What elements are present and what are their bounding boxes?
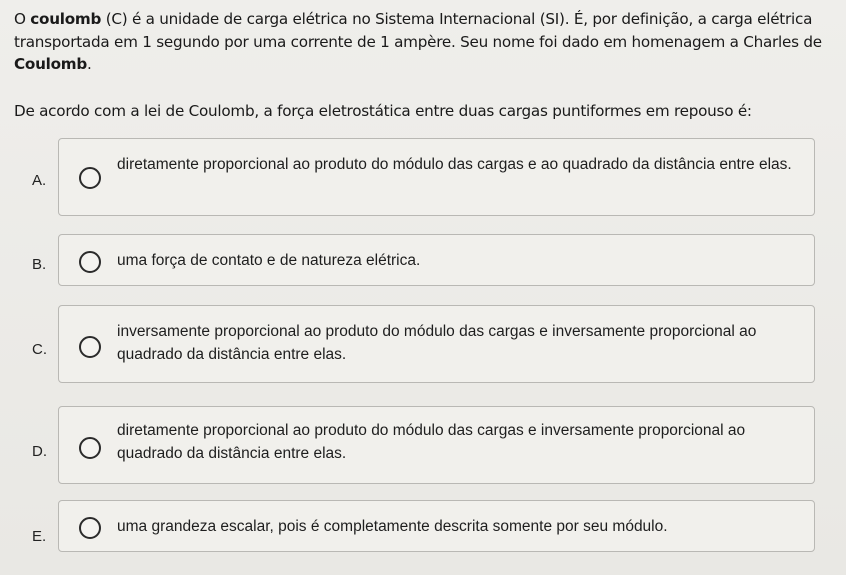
option-b[interactable] xyxy=(0,234,846,286)
option-c-letter: C. xyxy=(32,341,47,358)
option-e-text: uma grandeza escalar, pois é completamente descrita somente por seu módulo. xyxy=(117,518,668,535)
option-e[interactable] xyxy=(0,500,846,552)
intro-bold-coulomb-name: Coulomb xyxy=(14,55,87,73)
intro-text-2: (C) é a unidade de carga elétrica no Sistema Internacional (SI). É, por definição, a carga elétrica transportada em 1 segundo por uma corrente de 1 ampère. Seu nome foi dado em homenagem a Charles de xyxy=(14,10,822,51)
option-c-text: inversamente proporcional ao produto do módulo das cargas e inversamente proporcional ao quadrado da distância entre elas. xyxy=(117,323,757,363)
option-a-box[interactable] xyxy=(58,138,815,216)
option-c[interactable] xyxy=(0,305,846,383)
option-d-radio[interactable] xyxy=(79,437,101,459)
option-b-letter: B. xyxy=(32,256,47,273)
option-b-text: uma força de contato e de natureza elétrica. xyxy=(117,252,421,269)
option-d-letter: D. xyxy=(32,443,47,460)
option-e-radio[interactable] xyxy=(79,517,101,539)
option-d[interactable] xyxy=(0,406,846,484)
option-a-letter: A. xyxy=(32,172,47,189)
intro-text-3: . xyxy=(86,55,92,73)
option-a-radio[interactable] xyxy=(79,167,101,189)
option-e-letter: E. xyxy=(32,528,47,545)
option-b-radio[interactable] xyxy=(79,251,101,273)
option-c-radio[interactable] xyxy=(79,336,101,358)
option-a-text: diretamente proporcional ao produto do módulo das cargas e ao quadrado da distância entre elas. xyxy=(117,156,792,173)
intro-bold-coulomb: coulomb xyxy=(30,10,102,28)
question-stem: De acordo com a lei de Coulomb, a força eletrostática entre duas cargas puntiformes em repouso é: xyxy=(14,102,752,120)
intro-text-1: O xyxy=(14,10,31,28)
intro-paragraph xyxy=(14,8,836,76)
option-a[interactable] xyxy=(0,138,846,216)
option-d-text: diretamente proporcional ao produto do módulo das cargas e inversamente proporcional ao quadrado da distância entre elas. xyxy=(117,422,746,462)
